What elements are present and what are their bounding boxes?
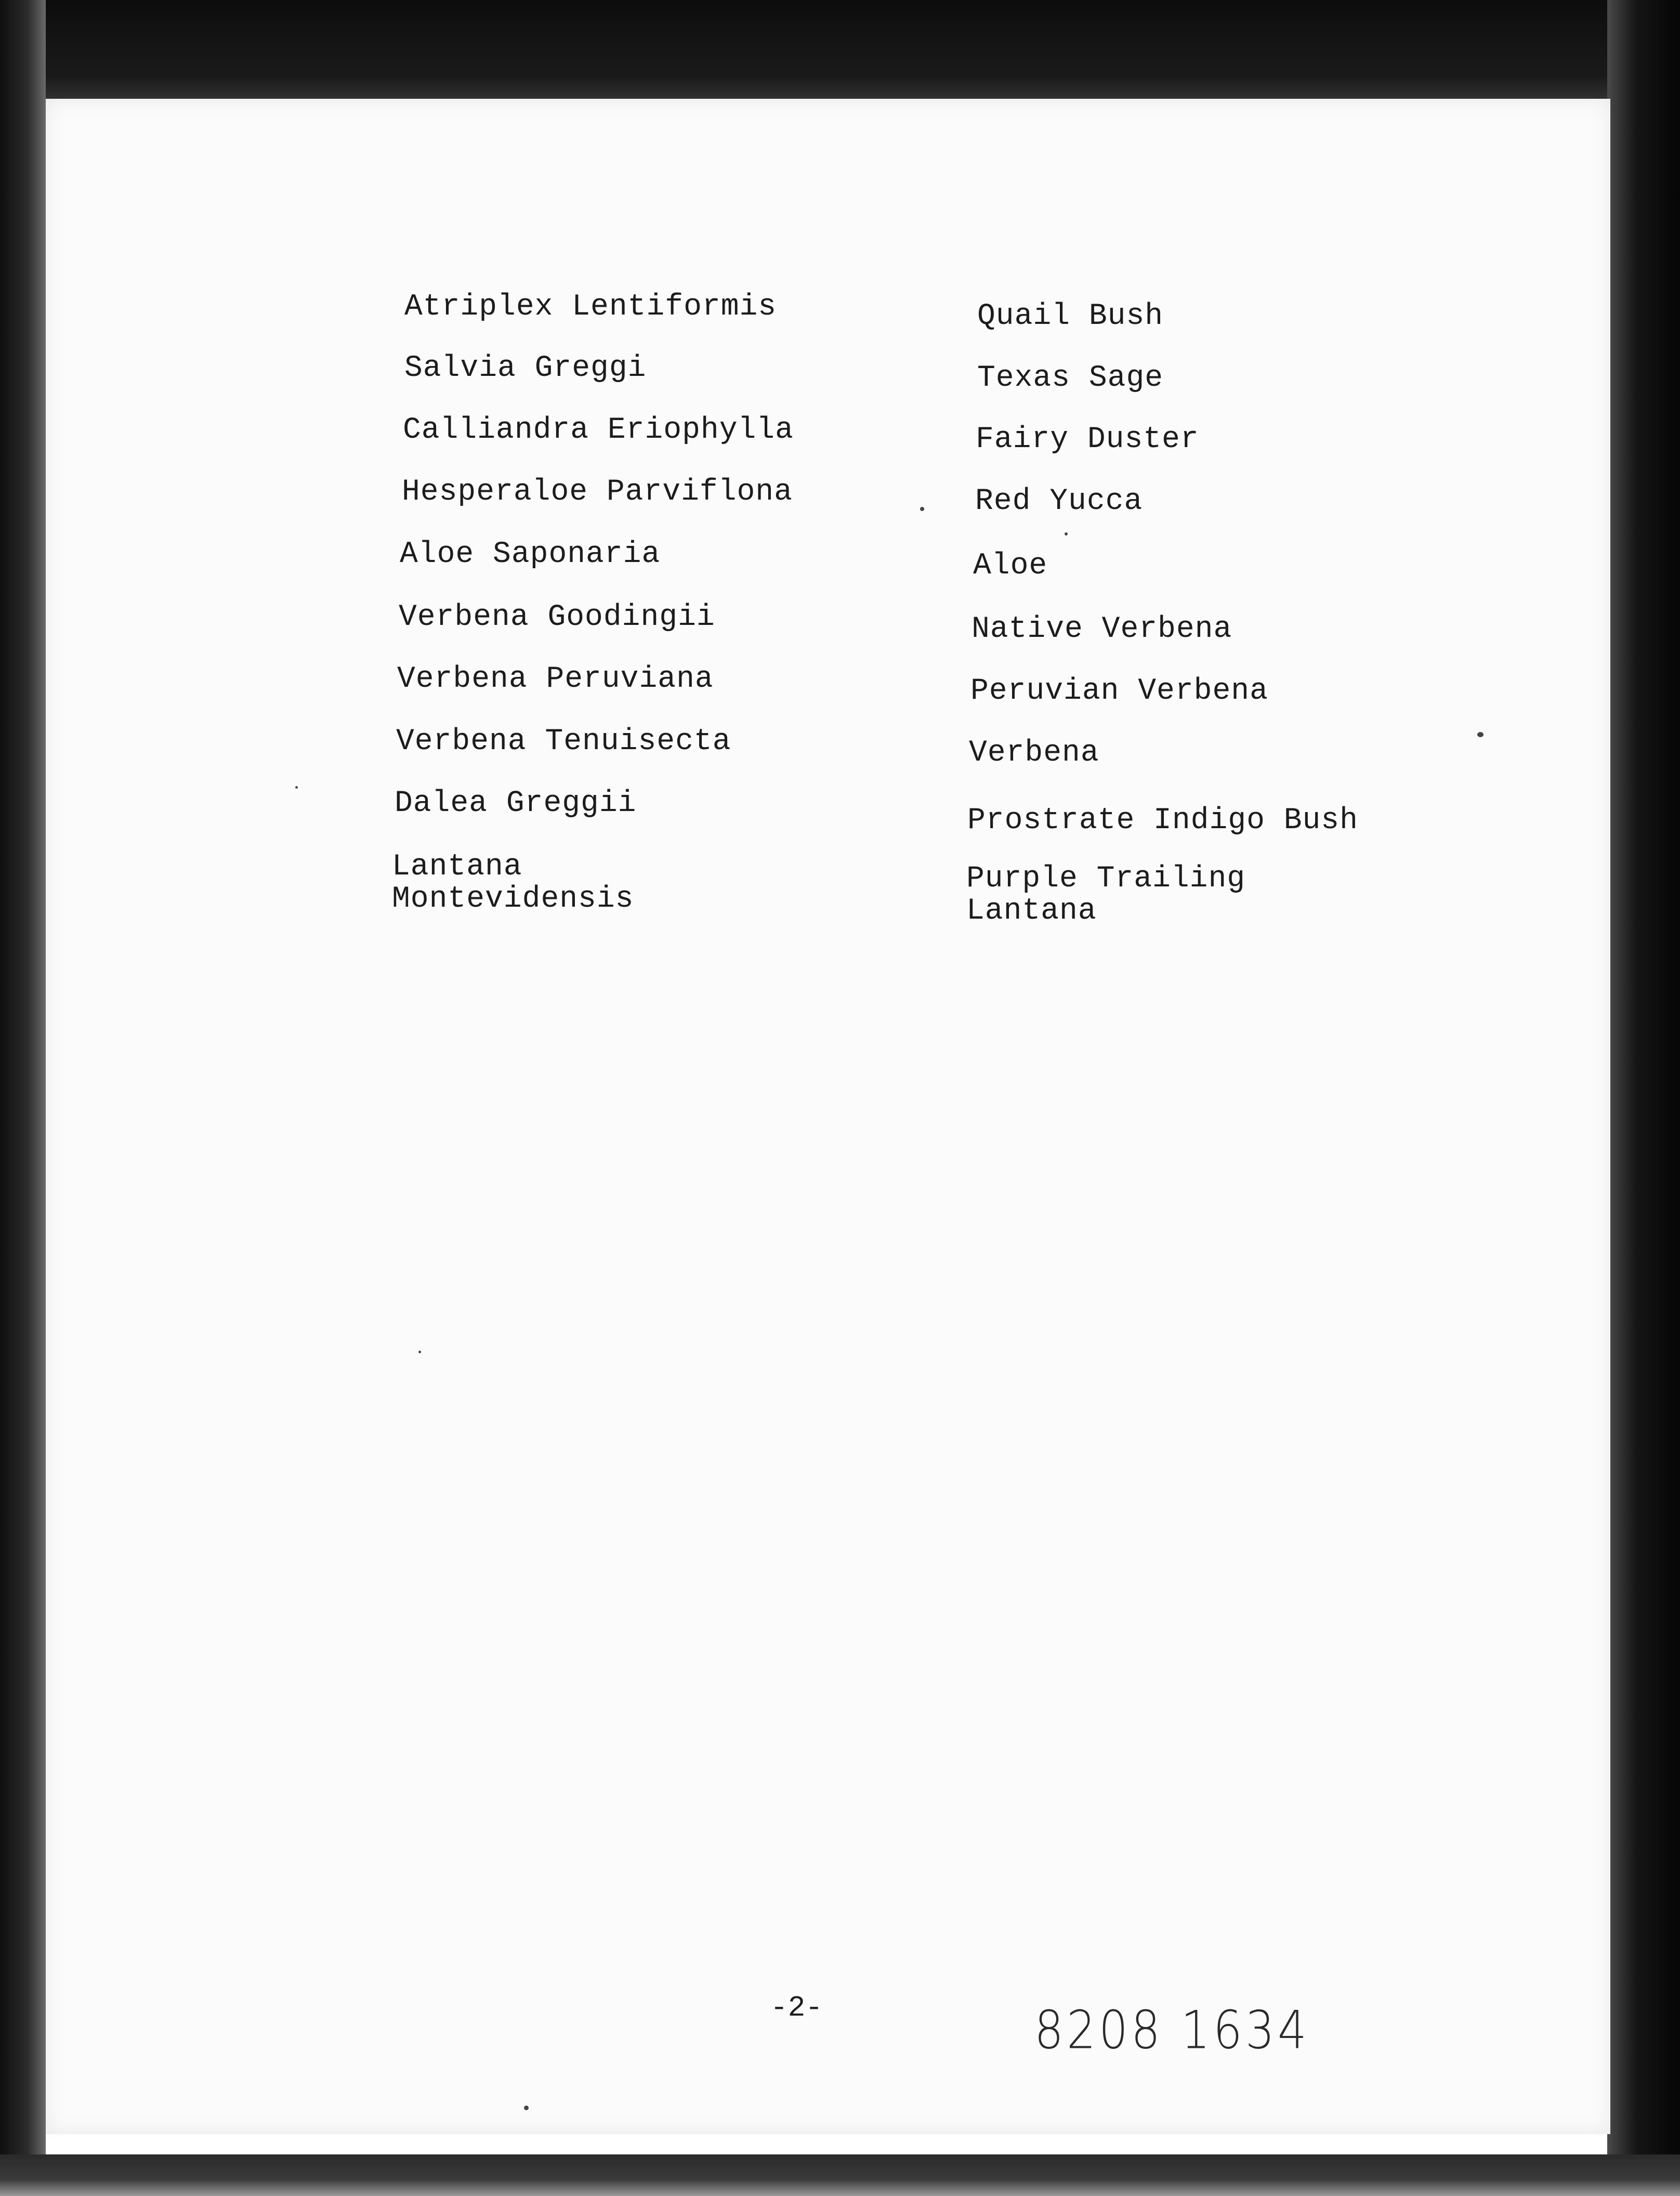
scan-speck	[920, 507, 924, 511]
common-name: Aloe	[973, 549, 1048, 583]
document-code: 8208 1634	[1034, 1999, 1310, 2061]
scientific-name: Salvia Greggi	[404, 351, 647, 385]
scientific-name: Dalea Greggii	[395, 787, 637, 820]
common-name: Texas Sage	[977, 361, 1164, 395]
document-page	[46, 99, 1610, 2134]
scientific-name: Aloe Saponaria	[400, 538, 661, 571]
scan-border-top	[0, 0, 1680, 109]
scan-border-bottom	[0, 2154, 1680, 2196]
common-name: Prostrate Indigo Bush	[967, 804, 1358, 838]
scan-speck	[524, 2106, 529, 2110]
scan-border-right	[1607, 0, 1680, 2196]
scientific-name: Lantana Montevidensis	[392, 850, 634, 916]
common-name: Native Verbena	[972, 612, 1232, 646]
scientific-name: Verbena Tenuisecta	[396, 725, 731, 759]
scientific-name: Verbena Goodingii	[399, 600, 715, 634]
scan-speck	[418, 1351, 421, 1353]
scan-speck	[1477, 732, 1484, 737]
scientific-name: Hesperaloe Parviflona	[402, 475, 793, 509]
page-number: -2-	[770, 1991, 823, 2024]
common-name: Fairy Duster	[976, 423, 1199, 456]
scan-border-left	[0, 0, 46, 2196]
scientific-name: Calliandra Eriophylla	[403, 413, 794, 447]
scan-speck	[295, 786, 298, 789]
common-name: Red Yucca	[975, 485, 1143, 518]
common-name: Quail Bush	[977, 299, 1164, 333]
scientific-name: Verbena Peruviana	[397, 662, 714, 696]
scan-speck	[1065, 532, 1068, 535]
common-name: Purple Trailing Lantana	[966, 862, 1246, 928]
common-name: Peruvian Verbena	[970, 674, 1268, 708]
scientific-name: Atriplex Lentiformis	[404, 290, 777, 324]
common-name: Verbena	[969, 736, 1099, 770]
